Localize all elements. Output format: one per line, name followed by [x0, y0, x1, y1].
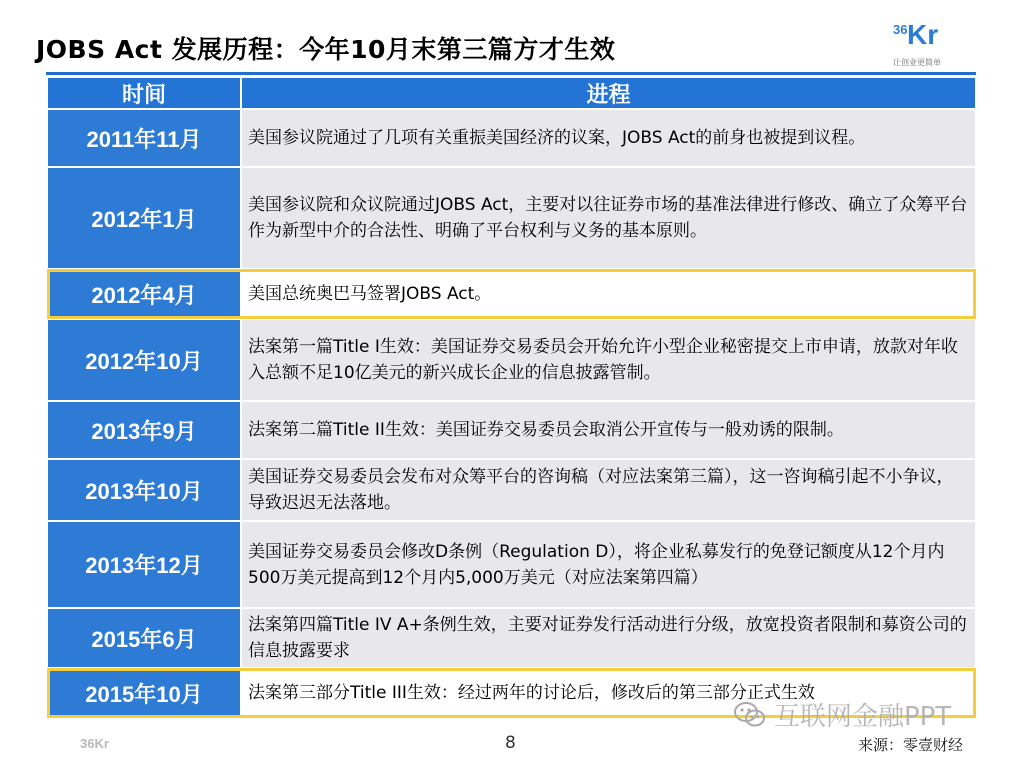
table-row	[48, 460, 975, 522]
wechat-icon	[734, 702, 766, 728]
logo-slogan: 让创业更简单	[893, 58, 941, 67]
row-date: 2015年10月	[48, 669, 242, 717]
watermark	[734, 696, 951, 733]
table-row	[48, 110, 975, 168]
row-date: 2013年9月	[48, 402, 242, 458]
table-row	[48, 270, 975, 320]
row-date: 2015年6月	[48, 609, 242, 667]
table-header	[48, 78, 975, 110]
row-date: 2012年10月	[48, 320, 242, 400]
row-date: 2013年10月	[48, 460, 242, 520]
table-row	[48, 320, 975, 402]
row-date: 2012年4月	[48, 270, 242, 318]
table-row	[48, 522, 975, 609]
row-description: 法案第一篇Title I生效：美国证券交易委员会开始允许小型企业秘密提交上市申请，放款对年收入总额不足10亿美元的新兴成长企业的信息披露管制。	[242, 320, 975, 400]
table-row	[48, 168, 975, 270]
logo-number: 36	[893, 22, 908, 37]
slide-title: JOBS Act 发展历程：今年10月末第三篇方才生效	[36, 35, 616, 64]
row-description: 美国总统奥巴马签署JOBS Act。	[242, 270, 975, 318]
watermark-text: 互联网金融PPT	[774, 702, 952, 732]
row-description: 法案第二篇Title II生效：美国证券交易委员会取消公开宣传与一般劝诱的限制。	[242, 402, 975, 458]
table-body	[48, 110, 975, 719]
row-date: 2012年1月	[48, 168, 242, 268]
source-note: 来源：零壹财经	[858, 736, 964, 754]
footer-logo: 36Kr	[80, 736, 109, 751]
row-description: 美国证券交易委员会发布对众筹平台的咨询稿（对应法案第三篇），这一咨询稿引起不小争议，导致迟迟无法落地。	[242, 460, 975, 520]
row-description: 法案第四篇Title IV A+条例生效，主要对证券发行活动进行分级，放宽投资者限制和募资公司的信息披露要求	[242, 609, 975, 667]
timeline-table	[48, 78, 975, 719]
table-row	[48, 402, 975, 460]
title-rule	[46, 72, 976, 75]
logo-letters: Kr	[907, 19, 939, 50]
row-date: 2011年11月	[48, 110, 242, 166]
row-description: 美国参议院和众议院通过JOBS Act，主要对以往证券市场的基准法律进行修改、确立了众筹平台作为新型中介的合法性、明确了平台权利与义务的基本原则。	[242, 168, 975, 268]
row-description: 法案第三部分Title III生效：经过两年的讨论后，修改后的第三部分正式生效	[242, 669, 975, 717]
header-date: 时间	[48, 78, 242, 108]
table-row	[48, 609, 975, 669]
row-description: 美国参议院通过了几项有关重振美国经济的议案，JOBS Act的前身也被提到议程。	[242, 110, 975, 166]
row-description: 美国证券交易委员会修改D条例（Regulation D），将企业私募发行的免登记额度从12个月内500万美元提高到12个月内5,000万美元（对应法案第四篇）	[242, 522, 975, 607]
page-number: 8	[505, 733, 516, 753]
brand-logo	[893, 20, 953, 72]
header-desc: 进程	[242, 78, 975, 108]
row-date: 2013年12月	[48, 522, 242, 607]
